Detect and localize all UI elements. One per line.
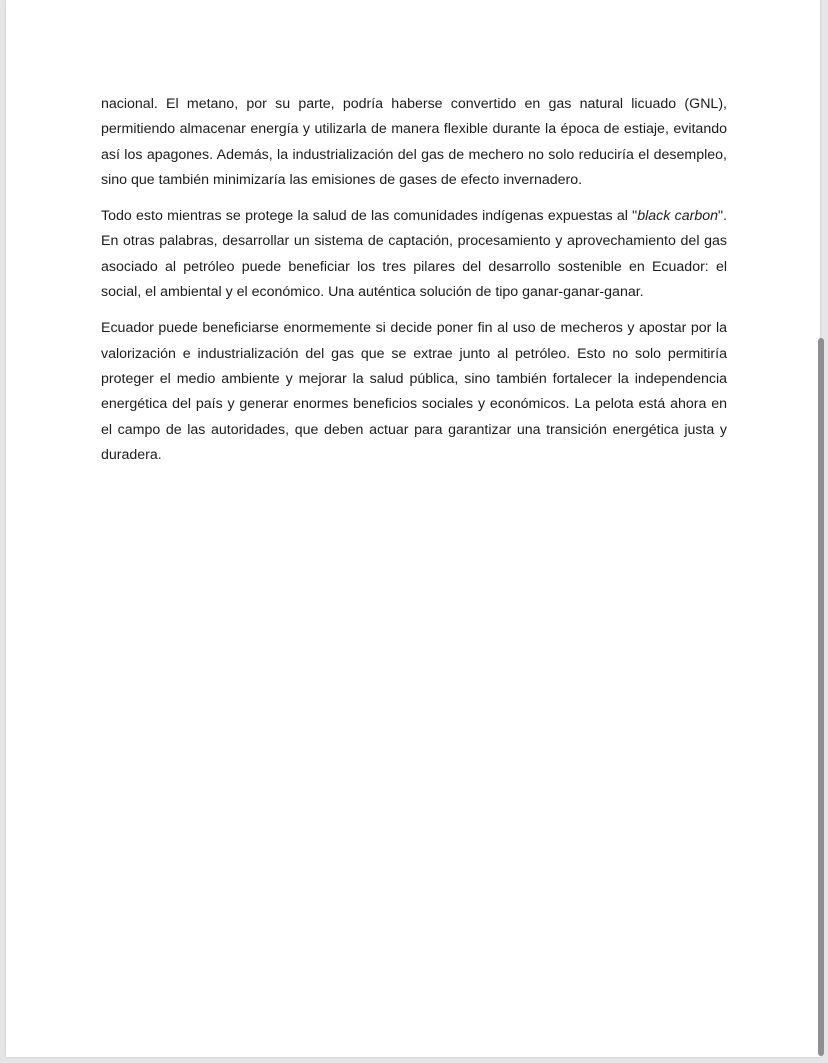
scrollbar-thumb[interactable] [818,338,824,1056]
paragraph: nacional. El metano, por su parte, podría haberse convertido en gas natural licuado (GNL), permitiendo almacenar energía y utilizarla de manera flexible durante la época de estiaje, evitando así los apagones. Además, la industrialización del gas de mechero no solo reduciría el desempleo, sino que también minimizaría las emisiones de gases de efecto invernadero. [101,96,727,188]
italic-term: black carbon [637,208,718,225]
paragraph-text: Todo esto mientras se protege la salud de las comunidades indígenas expuestas al " [101,208,638,225]
page-content [101,92,727,479]
paragraph: Ecuador puede beneficiarse enormemente si decide poner fin al uso de mecheros y apostar por la valorización e industrialización del gas que se extrae junto al petróleo. Esto no solo permitiría proteger el medio ambiente y mejorar la salud pública, sino también fortalecer la independencia energética del país y generar enormes beneficios sociales y económicos. La pelota está ahora en el campo de las autoridades, que deben actuar para garantizar una transición energética justa y duradera. [101,320,727,463]
vertical-scrollbar[interactable] [818,0,826,1063]
paragraph [101,204,727,305]
document-page [6,0,820,1057]
paragraph-text: ". En otras palabras, desarrollar un sistema de captación, procesamiento y aprovechamiento del gas asociado al petróleo puede beneficiar los tres pilares del desarrollo sostenible en Ecuador: el social, el ambiental y el económico. Una auténtica solución de tipo ganar-ganar-ganar. [101,208,727,301]
